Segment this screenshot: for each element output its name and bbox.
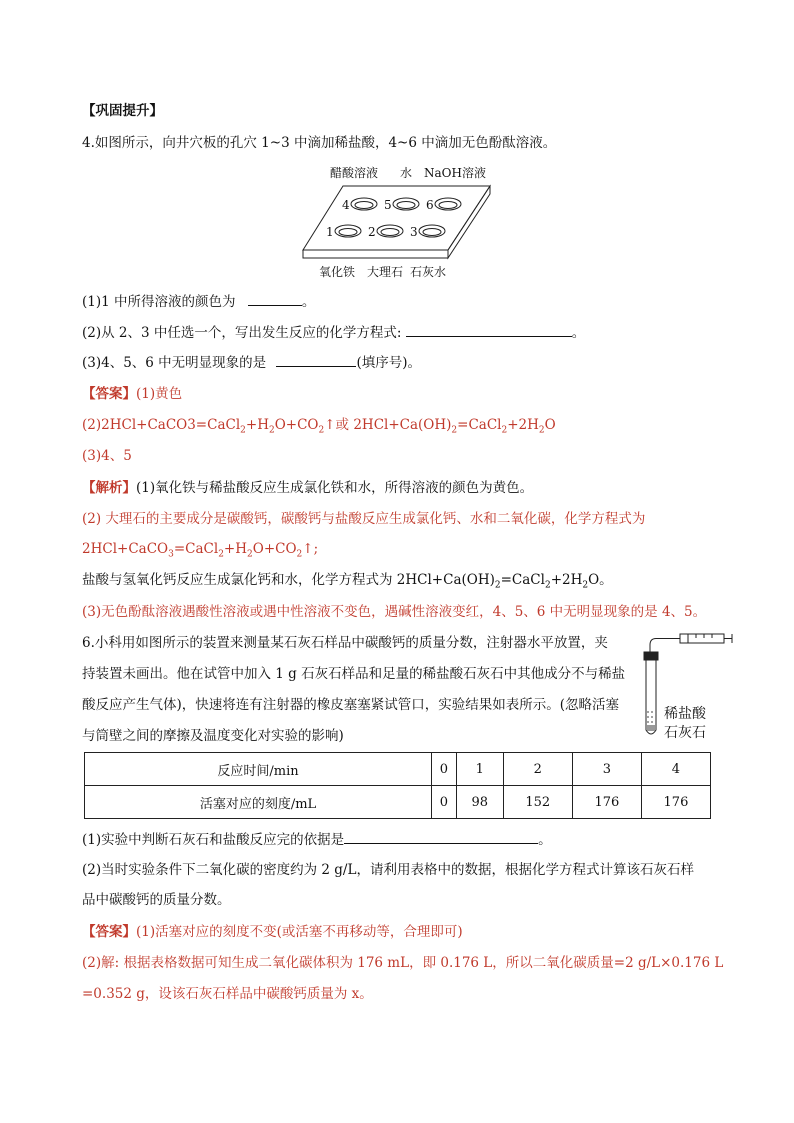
table-cell: 176 <box>641 786 710 819</box>
table-row <box>85 753 711 786</box>
answer-blank[interactable] <box>276 352 356 367</box>
q4-stem: 4.如图所示，向井穴板的孔穴 1~3 中滴加稀盐酸，4~6 中滴加无色酚酞溶液。 <box>82 135 557 151</box>
q6-sub2-line-1: (2)当时实验条件下二氧化碳的密度约为 2 g/L，请利用表格中的数据，根据化学方程式计算该石灰石样 <box>82 862 694 878</box>
q6-sub1: (1)实验中判断石灰石和盐酸反应完的依据是 。 <box>82 829 552 850</box>
q4-analysis-1: 【解析】(1)氧化铁与稀盐酸反应生成氯化铁和水，所得溶液的颜色为黄色。 <box>82 480 534 496</box>
q6-stem-line-2: 持装置未画出。他在试管中加入 1 g 石灰石样品和足量的稀盐酸石灰石中其他成分不与稀盐 <box>82 666 626 682</box>
table-cell: 0 <box>432 753 457 786</box>
q6-sub2-line-2: 品中碳酸钙的质量分数。 <box>82 892 231 908</box>
answer-blank[interactable] <box>344 829 538 844</box>
table-cell: 3 <box>572 753 641 786</box>
table-cell: 4 <box>641 753 710 786</box>
well-number-5: 5 <box>384 198 392 212</box>
q6-answer-2-line-1: (2)解: 根据表格数据可知生成二氧化碳体积为 176 mL，即 0.176 L，所以二氧化碳质量=2 g/L×0.176 L <box>82 955 724 971</box>
section-title: 【巩固提升】 <box>82 103 163 119</box>
q4-sub3: (3)4、5、6 中无明显现象的是 (填序号)。 <box>82 352 421 373</box>
label-dilute-hcl: 稀盐酸 <box>664 706 706 722</box>
bottom-label-limewater: 石灰水 <box>410 265 447 279</box>
table-cell: 1 <box>456 753 503 786</box>
results-table <box>84 752 711 819</box>
well-number-4: 4 <box>342 198 350 212</box>
bottom-label-marble: 大理石 <box>367 265 404 279</box>
q6-stem-line-1: 6.小科用如图所示的装置来测量某石灰石样品中碳酸钙的质量分数，注射器水平放置，夹 <box>82 635 608 651</box>
table-cell: 98 <box>456 786 503 819</box>
top-label-water: 水 <box>400 166 413 180</box>
q6-stem-line-4: 与筒壁之间的摩擦及温度变化对实验的影响) <box>82 728 344 744</box>
q4-analysis-2-equation: $2HCl+CaCO_3=CaCl_2+H_2O+CO_2↑$; <box>82 541 319 560</box>
table-cell: 152 <box>503 786 572 819</box>
answer-blank[interactable] <box>248 291 302 306</box>
q6-stem-line-3: 酸反应产生气体)，快速将连有注射器的橡皮塞塞紧试管口，实验结果如表所示。(忽略活塞 <box>82 697 620 713</box>
q6-answer-1: 【答案】(1)活塞对应的刻度不变(或活塞不再移动等，合理即可) <box>82 924 463 940</box>
q4-answer-2: $(2)2HCl+CaCO3=CaCl_2+H_2O+CO_2↑$或 $2HCl+Ca(OH)_2=CaCl_2+2H_2O$ <box>82 417 556 436</box>
well-number-3: 3 <box>410 225 418 239</box>
well-number-6: 6 <box>426 198 434 212</box>
q4-sub2: (2)从 2、3 中任选一个，写出发生反应的化学方程式: 。 <box>82 322 585 343</box>
q4-analysis-3: (3)无色酚酞溶液遇酸性溶液或遇中性溶液不变色，遇碱性溶液变红，4、5、6 中无明显现象的是 4、5。 <box>82 604 707 620</box>
well-number-2: 2 <box>368 225 376 239</box>
bottom-label-iron-oxide: 氧化铁 <box>319 265 356 279</box>
q4-analysis-2: (2) 大理石的主要成分是碳酸钙，碳酸钙与盐酸反应生成氯化钙、水和二氧化碳，化学方程式为 <box>82 511 646 527</box>
well-number-1: 1 <box>326 225 334 239</box>
q4-sub1: (1)1 中所得溶液的颜色为 。 <box>82 291 315 312</box>
q4-analysis-2b: 盐酸与氢氧化钙反应生成氯化钙和水，化学方程式为 $2HCl+Ca(OH)_2=CaCl_2+2H_2O$。 <box>82 572 613 591</box>
q6-answer-2-line-2: =0.352 g，设该石灰石样品中碳酸钙质量为 x。 <box>82 986 373 1002</box>
q4-answer-3: (3)4、5 <box>82 448 132 464</box>
table-cell: 176 <box>572 786 641 819</box>
top-label-naoh: NaOH溶液 <box>424 166 486 180</box>
answer-blank[interactable] <box>406 322 572 337</box>
label-limestone: 石灰石 <box>664 725 706 741</box>
table-row <box>85 786 711 819</box>
top-label-acetic: 醋酸溶液 <box>330 166 379 180</box>
row-header-scale: 活塞对应的刻度/mL <box>85 786 432 819</box>
row-header-time: 反应时间/min <box>85 753 432 786</box>
well-plate-figure <box>300 160 500 285</box>
table-cell: 2 <box>503 753 572 786</box>
table-cell: 0 <box>432 786 457 819</box>
q4-answer-1: 【答案】(1)黄色 <box>82 386 183 402</box>
